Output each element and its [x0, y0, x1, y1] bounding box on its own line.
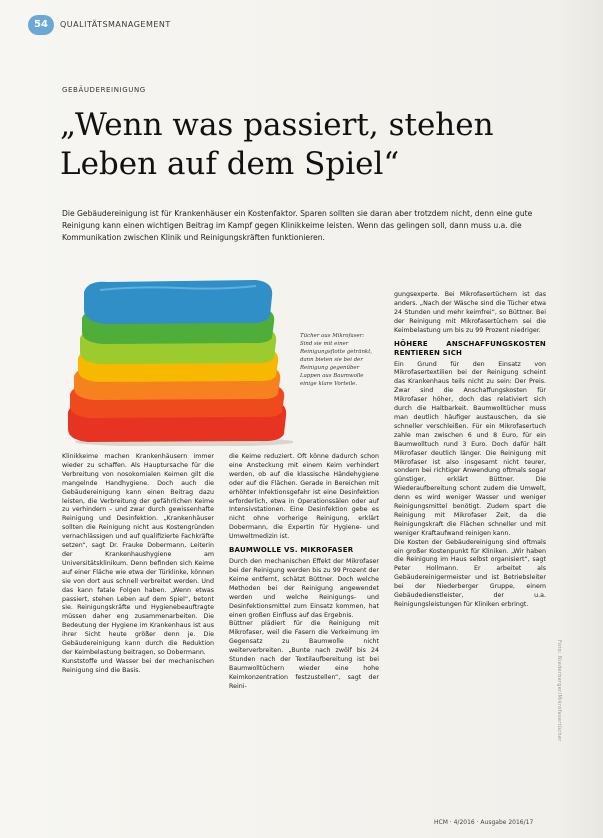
towel-stack-photo: [60, 274, 293, 446]
photo-credit: Foto: Niederberger/Mikrofasertücher: [556, 640, 562, 742]
article-headline: [60, 106, 560, 184]
column-2-body-b: Durch den mechanischen Effekt der Mikrofaser bei der Reinigung werden bis zu 99 Prozent der Keime entfernt, schätzt Büttner. Doch welche Methoden bei der Reinigung angewendet werden und welche Reinigungs- und Desinfektionsmittel zum Einsatz kommen, hat einen großen Einfluss auf das Ergebnis.: [229, 558, 379, 619]
column-3-body-b: Ein Grund für den Einsatz von Mikrofasertextilien bei der Reinigung scheint das Krankenhaus teils nicht zu sein: Der Preis. Zwar sind die Anschaffungskosten für Mikrofaser höher, doch das relativiert sich durch die Haltbarkeit. Baumwolltücher muss man deutlich häufiger austauschen, da sie schneller verschleißen. Für ein Mikrofasertuch zahle man zwischen 6 und 8 Euro, für ein Baumwolltuch rund 3 Euro. Doch dafür hält Mikrofaser deutlich länger. Die Reinigung mit Mikrofaser ist also insgesamt nicht teurer, sondern bei richtiger Anwendung oftmals sogar günstiger, erklärt Büttner. Die Wiederaufbereitung schont zudem die Umwelt, denn es wird weniger Wasser und weniger Reinigungsmittel benötigt. Zudem spart die Reinigung mit Mikrofaser Zeit, da die Reinigungskraft die Flächen schneller und mit weniger Kraftaufwand reinigen kann.: [394, 360, 546, 537]
headline-line-2: Leben auf dem Spiel“: [60, 146, 400, 182]
column-2-body: die Keime reduziert. Oft könne dadurch schon eine Ansteckung mit einem Keim verhindert werden, ob auf die klassische Händehygiene oder auf die Flächen. Gerade in Bereichen mit erhöhter Infektionsgefahr ist eine Desinfektion erforderlich, etwa in Operationssälen oder auf Intensivstationen. Eine Desinfektion gebe es nicht ohne vorherige Reinigung, erklärt Dobermann, die Expertin für Hygiene- und Umweltmedizin ist.: [229, 453, 379, 541]
column-1-body-end: Kunststoffe und Wasser bei der mechanischen Reinigung sind die Basis.: [62, 657, 214, 674]
headline-line-1: „Wenn was passiert, stehen: [60, 107, 494, 143]
article-lead: Die Gebäudereinigung ist für Krankenhäuser ein Kostenfaktor. Sparen sollten sie daran aber trotzdem nicht, denn eine gute Reinigung kann einen wichtigen Beitrag im Kampf gegen Klinikkeime leisten. Wenn das gelingen soll, dann muss u.a. die Kommunikation zwischen Klinik und Reinigungskräften funktionieren.: [62, 209, 533, 242]
column-3-body: gungsexperte. Bei Mikrofasertüchern ist das anders. „Nach der Wäsche sind die Tücher etwa 24 Stunden und mehr keimfrei“, so Büttner. Bei der Reinigung mit Mikrofasertüchern sei die Keimbelastung um bis zu 99 Prozent niedriger.: [394, 291, 546, 334]
subheading-anschaffungskosten: HÖHERE ANSCHAFFUNGSKOSTEN RENTIEREN SICH: [394, 339, 546, 357]
subheading-baumwolle: BAUMWOLLE VS. MIKROFASER: [229, 546, 354, 555]
text-column-1: [62, 453, 214, 676]
page-number: 54: [28, 15, 54, 35]
text-column-3: [394, 291, 546, 610]
column-2-body-c: Büttner plädiert für die Reinigung mit Mikrofaser, weil die Fasern die Verkeimung im Gegensatz zu Baumwolle nicht weiterverbreiten. „Bunte nach zwölf bis 24 Stunden nach der Textilaufbereitung ist bei Baumwolltüchern wieder eine hohe Keimkonzentration festzustellen“, sagt der Reini-: [229, 620, 379, 690]
page-footer: HCM · 4/2016 · Ausgabe 2016/17: [434, 819, 534, 826]
article-kicker: GEBÄUDEREINIGUNG: [62, 86, 146, 94]
column-3-body-c: Die Kosten der Gebäudereinigung sind oftmals ein großer Kostenpunkt für Kliniken. „Wir haben die Reinigung im Haus selbst organisiert“, sagt Peter Hollmann. Er arbeitet als Gebäudereinigermeister und ist Betriebsleiter bei der Niederberger Gruppe, einem Gebäudedienstleister, der u.a. Reinigungsleistungen für Kliniken erbringt.: [394, 538, 546, 608]
photo-caption: Tücher aus Mikrofaser: Sind sie mit einer Reinigungsflotte getränkt, dann bieten sie bei der Reinigung gegenüber Lappen aus Baumwolle einige klare Vorteile.: [300, 333, 373, 387]
section-title: QUALITÄTSMANAGEMENT: [60, 20, 171, 29]
text-column-2: [229, 453, 379, 692]
column-1-body: Klinikkeime machen Krankenhäusern immer wieder zu schaffen. Als Hauptursache für die Verbreitung von nosokomialen Keimen gilt die mangelnde Handhygiene. Doch auch die Gebäudereinigung kann einen Beitrag dazu leisten, die Verbreitung der gefährlichen Keime zu verhindern – und zwar durch gewissenhafte Reinigung und Desinfektion. „Krankenhäuser sollten die Reinigung nicht aus Kostengründen vernachlässigen und auf qualifizierte Fachkräfte setzen“, sagt Dr. Frauke Dobermann, Leiterin der Krankenhaushygiene am Universitätsklinikum. Denn befinden sich Keime auf einer Fläche wie etwa der Türklinke, können sie von dort aus schnell verbreitet werden. Und das kann fatale Folgen haben. „Wenn etwas passiert, stehen Leben auf dem Spiel“, betont sie. Reinigungskräfte und Hygienebeauftragte müssen daher eng zusammenarbeiten. Die Bedeutung der Hygiene im Krankenhaus ist aus ihrer Sicht heute größer denn je. Die Gebäudereinigung kann durch die Reduktion der Keimbelastung beitragen, so Dobermann.: [62, 453, 214, 656]
